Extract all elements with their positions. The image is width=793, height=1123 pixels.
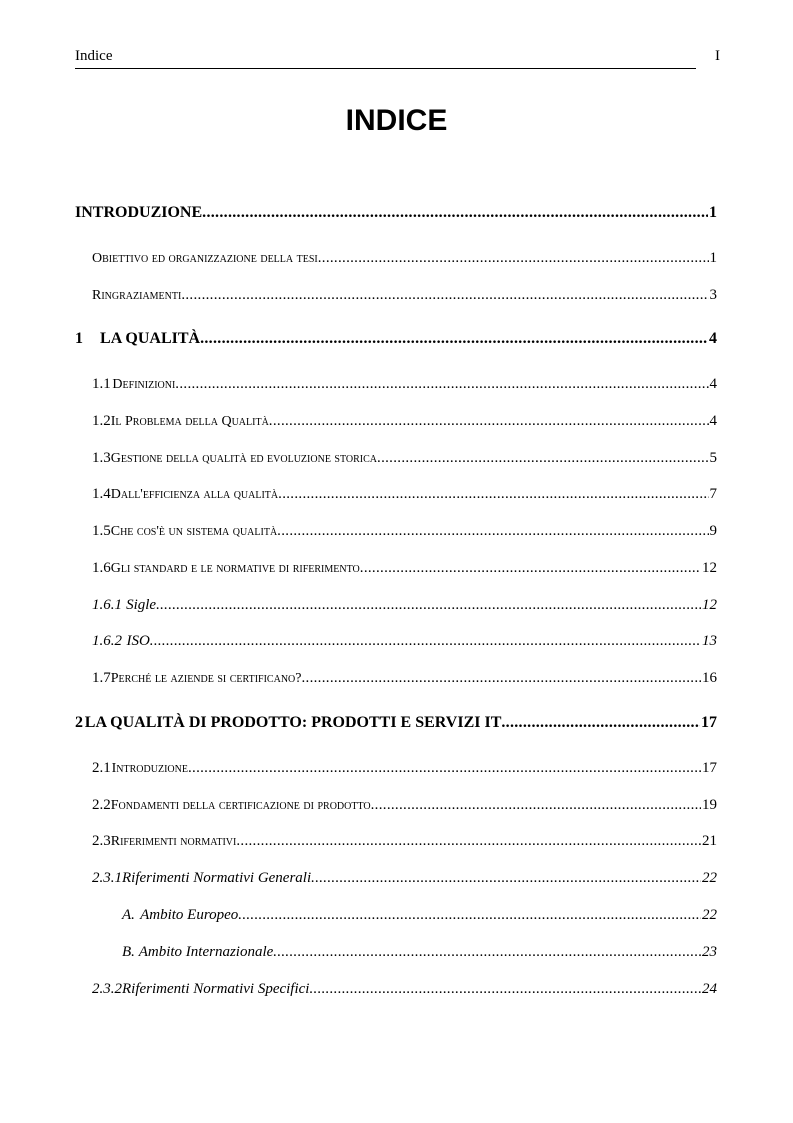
toc-leader [277, 521, 708, 541]
toc-entry-page: 7 [709, 486, 717, 502]
toc-entry-number: 1.6.1 [92, 597, 122, 613]
toc-entry-title: ISO [126, 633, 150, 649]
toc-entry-number: B. [122, 944, 135, 960]
toc-entry-title: Perché le aziende si certificano? [110, 671, 302, 686]
toc-entry-page: 1 [709, 250, 717, 266]
toc-entry-title: Riferimenti normativi [110, 834, 237, 849]
toc-leader [175, 374, 708, 394]
toc-entry-title: Gestione della qualità ed evoluzione storica [110, 451, 378, 466]
toc-entry-1-4[interactable] [92, 484, 717, 505]
toc-entry-chapter-1[interactable] [75, 329, 717, 349]
toc-entry-1-1[interactable] [92, 374, 717, 395]
toc-entry-2-3[interactable] [92, 831, 717, 852]
toc-entry-title: Dall'efficienza alla qualità [110, 487, 279, 502]
toc-entry-1-2[interactable] [92, 411, 717, 432]
toc-leader [156, 595, 701, 615]
toc-leader [309, 979, 701, 999]
toc-leader [150, 631, 701, 651]
toc-entry-number: 1.5 [92, 523, 111, 539]
toc-leader [238, 905, 701, 925]
toc-leader [501, 713, 700, 733]
toc-entry-number: 1.7 [92, 670, 111, 686]
header-section-name: Indice [75, 48, 113, 64]
toc-entry-number: 2 [75, 714, 83, 731]
toc-entry-title: INTRODUZIONE [75, 204, 203, 221]
toc-entry-2-3-1[interactable] [92, 868, 717, 888]
toc-leader [200, 329, 708, 349]
toc-entry-number: 1.3 [92, 450, 111, 466]
toc-entry-number: 2.3.1 [92, 870, 122, 886]
toc-entry-page: 23 [702, 944, 717, 960]
toc-entry-page: 12 [702, 560, 717, 576]
toc-entry-2-2[interactable] [92, 795, 717, 816]
toc-entry-number: 1.4 [92, 486, 111, 502]
toc-entry-b[interactable] [122, 942, 717, 962]
toc-entry-title: Introduzione [111, 761, 188, 776]
toc-entry-page: 17 [701, 714, 717, 731]
toc-entry-title: Il Problema della Qualità [110, 414, 269, 429]
toc-entry-number: A. [122, 907, 135, 923]
toc-entry-number: 1.1 [92, 376, 111, 392]
toc-entry-2-1[interactable] [92, 758, 717, 779]
toc-entry-title: LA QUALITÀ [100, 330, 201, 347]
toc-leader [318, 248, 709, 268]
toc-entry-title: Fondamenti della certificazione di prodotto [110, 798, 371, 813]
toc-leader [188, 758, 701, 778]
toc-leader [181, 285, 708, 305]
toc-leader [371, 795, 701, 815]
toc-entry-page: 22 [702, 907, 717, 923]
toc-entry-title: LA QUALITÀ DI PRODOTTO: PRODOTTI E SERVIZI IT [84, 714, 502, 731]
toc-entry-page: 21 [702, 833, 717, 849]
toc-entry-number: 2.3 [92, 833, 111, 849]
toc-entry-page: 3 [709, 287, 717, 303]
toc-entry-title: Riferimenti Normativi Generali [122, 870, 312, 886]
toc-leader [202, 203, 708, 223]
toc-entry-number: 2.2 [92, 797, 111, 813]
toc-entry-1-7[interactable] [92, 668, 717, 689]
toc-entry-title: Sigle [126, 597, 157, 613]
toc-entry-title: Definizioni [112, 377, 176, 392]
toc-entry-page: 4 [709, 330, 717, 347]
toc-entry-page: 9 [709, 523, 717, 539]
toc-entry-page: 16 [702, 670, 717, 686]
toc-entry-number: 1 [75, 330, 83, 347]
toc-entry-chapter-2[interactable] [75, 713, 717, 733]
toc-entry-1-6[interactable] [92, 558, 717, 579]
toc-entry-1-3[interactable] [92, 448, 717, 469]
toc-entry-title: Ambito Internazionale [138, 944, 274, 960]
toc-entry-1-6-2[interactable] [92, 631, 717, 651]
toc-entry-title: Che cos'è un sistema qualità [110, 524, 278, 539]
toc-entry-title: Riferimenti Normativi Specifici [122, 981, 310, 997]
toc-entry-ringraziamenti[interactable] [92, 285, 717, 306]
toc-entry-number: 2.3.2 [92, 981, 122, 997]
toc-leader [273, 942, 701, 962]
toc-entry-title: Obiettivo ed organizzazione della tesi [92, 251, 318, 266]
toc-entry-title: Ambito Europeo [140, 907, 239, 923]
toc-entry-a[interactable] [122, 905, 717, 925]
toc-entry-page: 1 [709, 204, 717, 221]
toc-leader [236, 831, 701, 851]
toc-entry-obiettivo[interactable] [92, 248, 717, 269]
toc-entry-page: 17 [702, 760, 717, 776]
toc-entry-page: 24 [702, 981, 717, 997]
toc-leader [278, 484, 708, 504]
toc-leader [311, 868, 701, 888]
toc-leader [269, 411, 709, 431]
toc-entry-introduzione[interactable] [75, 203, 717, 223]
toc-entry-title: Gli standard e le normative di riferimento [110, 561, 360, 576]
toc-entry-page: 5 [709, 450, 717, 466]
toc-entry-page: 13 [702, 633, 717, 649]
toc-entry-1-6-1[interactable] [92, 595, 717, 615]
toc-entry-page: 4 [709, 413, 717, 429]
toc-entry-number: 1.2 [92, 413, 111, 429]
toc-entry-number: 1.6 [92, 560, 111, 576]
toc-entry-page: 4 [709, 376, 717, 392]
toc-entry-page: 12 [702, 597, 717, 613]
page-title: INDICE [345, 104, 448, 137]
toc-entry-page: 19 [702, 797, 717, 813]
header-page-number: I [715, 48, 720, 64]
toc-entry-number: 2.1 [92, 760, 111, 776]
toc-entry-page: 22 [702, 870, 717, 886]
toc-entry-title: Ringraziamenti [92, 288, 182, 303]
toc-leader [301, 668, 701, 688]
toc-entry-1-5[interactable] [92, 521, 717, 542]
toc-leader [360, 558, 701, 578]
toc-entry-2-3-2[interactable] [92, 979, 717, 999]
toc-leader [377, 448, 708, 468]
toc-entry-number: 1.6.2 [92, 633, 122, 649]
